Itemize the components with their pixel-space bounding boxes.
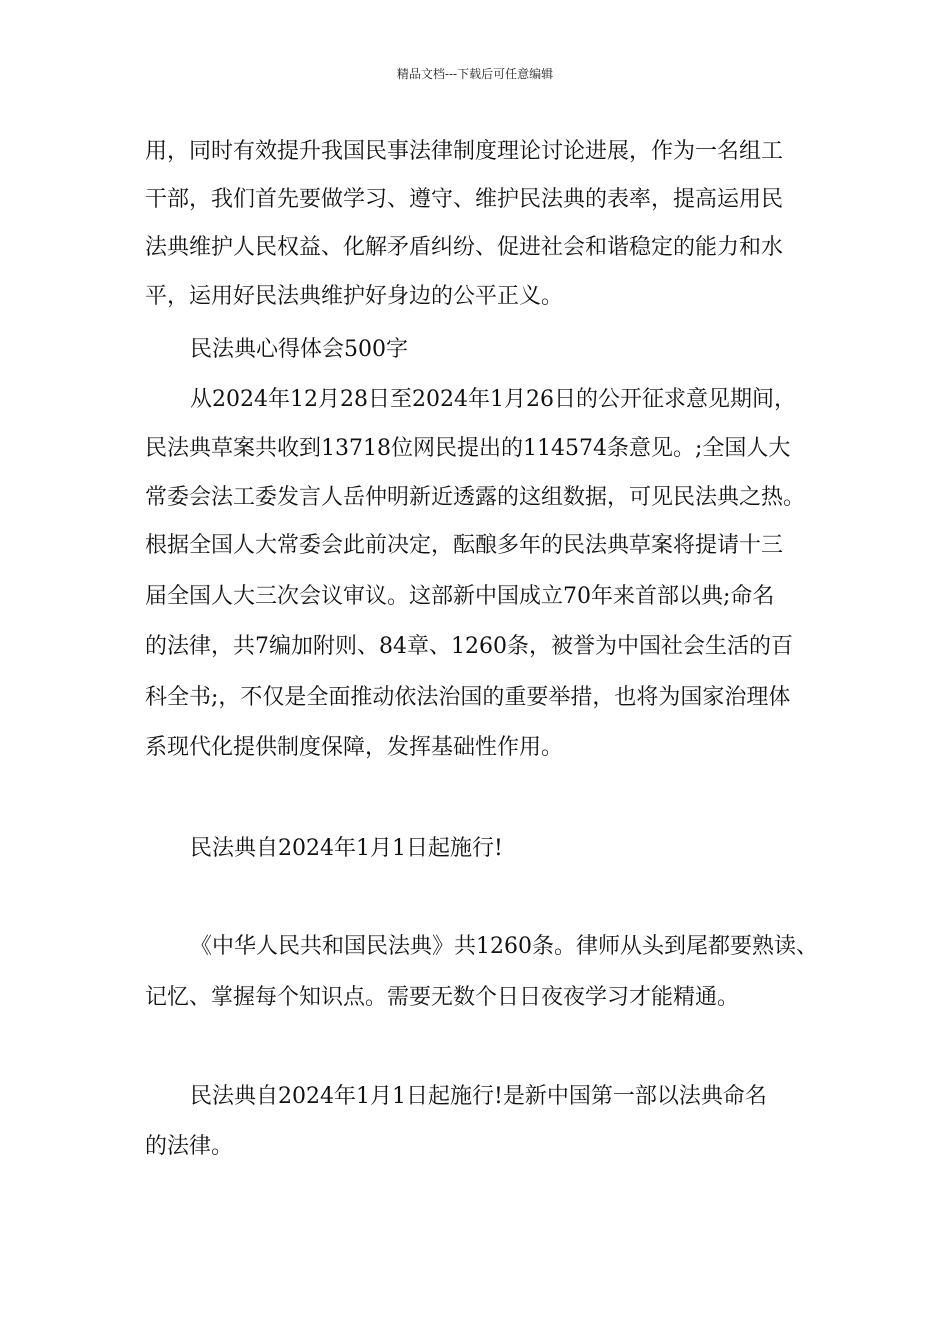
section-heading: 民法典心得体会500字 <box>190 337 408 362</box>
body-line: 法典维护人民权益、化解矛盾纠纷、促进社会和谐稳定的能力和水 <box>145 235 784 260</box>
body-line: 记忆、掌握每个知识点。需要无数个日日夜夜学习才能精通。 <box>145 985 740 1010</box>
body-line: 干部，我们首先要做学习、遵守、维护民法典的表率，提高运用民 <box>145 187 784 212</box>
paragraph-first-line: 《中华人民共和国民法典》共1260条。律师从头到尾都要熟读、 <box>190 934 818 959</box>
body-line: 的法律，共7编加附则、84章、1260条，被誉为中国社会生活的百 <box>145 634 793 659</box>
body-line: 系现代化提供制度保障，发挥基础性作用。 <box>145 735 564 760</box>
body-line: 届全国人大三次会议审议。这部新中国成立70年来首部以典;命名 <box>145 584 775 609</box>
body-line: 科全书;，不仅是全面推动依法治国的重要举措，也将为国家治理体 <box>145 685 791 710</box>
body-line: 平，运用好民法典维护好身边的公平正义。 <box>145 284 564 309</box>
page-header: 精品文档---下载后可任意编辑 <box>396 67 554 81</box>
body-line: 根据全国人大常委会此前决定，酝酿多年的民法典草案将提请十三 <box>145 533 784 558</box>
body-line: 常委会法工委发言人岳仲明新近透露的这组数据，可见民法典之热。 <box>145 485 806 510</box>
body-line: 用，同时有效提升我国民事法律制度理论讨论进展，作为一名组工 <box>145 139 784 164</box>
body-line: 的法律。 <box>145 1134 234 1159</box>
body-line: 民法典草案共收到13718位网民提出的114574条意见。;全国人大 <box>145 436 791 461</box>
paragraph-line: 民法典自2024年1月1日起施行! <box>190 836 503 861</box>
paragraph-first-line: 民法典自2024年1月1日起施行!是新中国第一部以法典命名 <box>190 1084 767 1109</box>
paragraph-first-line: 从2024年12月28日至2024年1月26日的公开征求意见期间， <box>190 387 796 412</box>
